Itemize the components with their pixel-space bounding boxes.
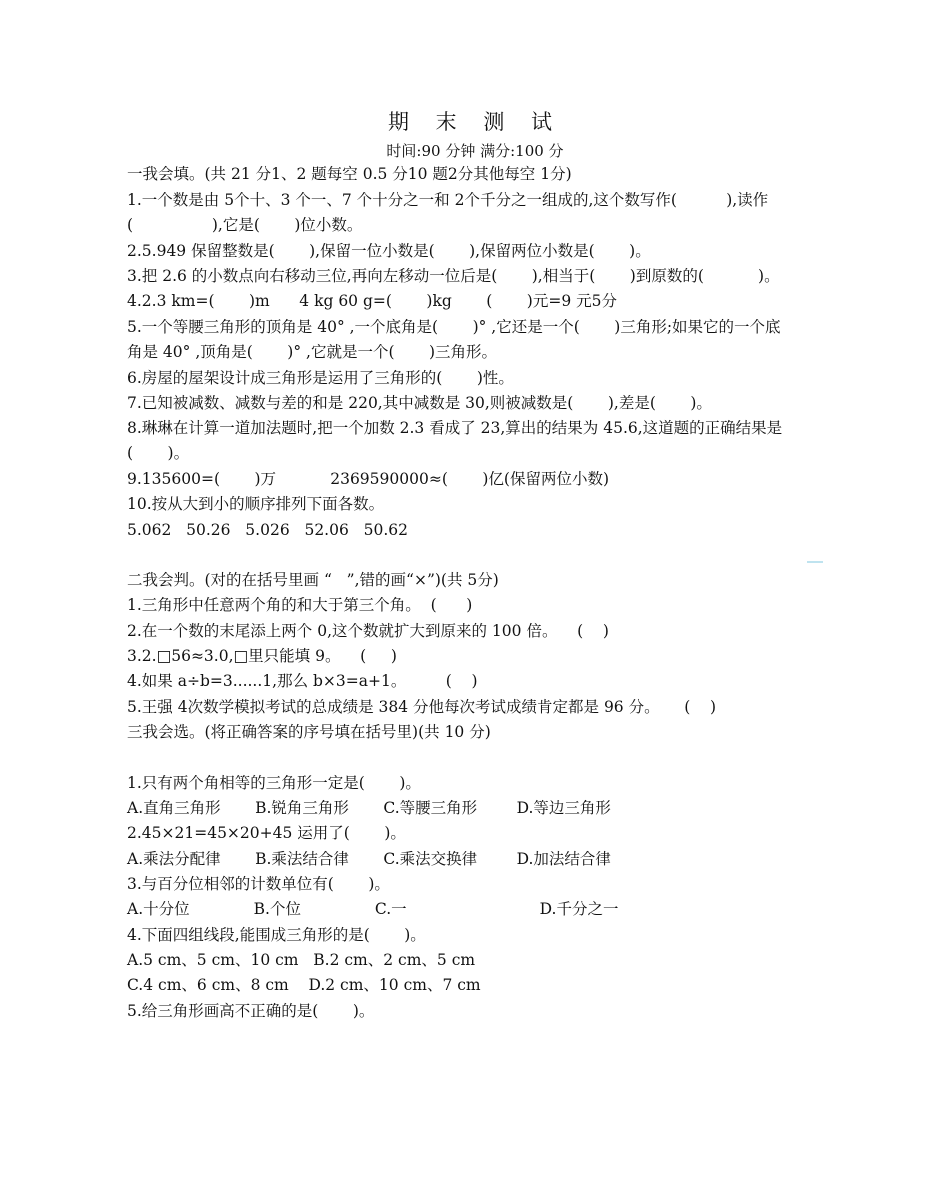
question-1-10: 10.按从大到小的顺序排列下面各数。 <box>127 495 385 513</box>
question-2-2: 2.在一个数的末尾添上两个 0,这个数就扩大到原来的 100 倍。 ( ) <box>127 622 609 640</box>
question-2-3: 3.2.□56≈3.0,□里只能填 9。 ( ) <box>127 647 397 665</box>
question-1-5-line-a: 5.一个等腰三角形的顶角是 40° ,一个底角是( )° ,它还是一个( )三角形;如果它的一个底 <box>127 318 781 336</box>
question-3-4-options-ab: A.5 cm、5 cm、10 cm B.2 cm、2 cm、5 cm <box>127 951 476 969</box>
question-3-4: 4.下面四组线段,能围成三角形的是( )。 <box>127 926 426 944</box>
question-3-2: 2.45×21=45×20+45 运用了( )。 <box>127 824 406 842</box>
exam-time-score: 时间:90 分钟 满分:100 分 <box>386 142 564 160</box>
question-1-4: 4.2.3 km=( )m 4 kg 60 g=( )kg ( )元=9 元5分 <box>127 292 617 310</box>
section3-heading: 三我会选。(将正确答案的序号填在括号里)(共 10 分) <box>127 723 491 741</box>
section2-heading: 二我会判。(对的在括号里画 “ ”,错的画“×”)(共 5分) <box>127 571 499 589</box>
question-1-1-line-a: 1.一个数是由 5个十、3 个一、7 个十分之一和 2个千分之一组成的,这个数写作( ),读作 <box>127 191 769 209</box>
question-2-4: 4.如果 a÷b=3......1,那么 b×3=a+1。 ( ) <box>127 672 478 690</box>
question-3-1-options: A.直角三角形 B.锐角三角形 C.等腰三角形 D.等边三角形 <box>127 799 611 817</box>
question-1-9: 9.135600=( )万 2369590000≈( )亿(保留两位小数) <box>127 470 610 488</box>
question-1-7: 7.已知被减数、减数与差的和是 220,其中减数是 30,则被减数是( ),差是( )。 <box>127 394 712 412</box>
question-1-8-line-b: ( )。 <box>127 444 190 462</box>
question-3-3-options: A.十分位 B.个位 C.一 D.千分之一 <box>127 900 619 918</box>
question-3-4-options-cd: C.4 cm、6 cm、8 cm D.2 cm、10 cm、7 cm <box>127 976 481 994</box>
question-3-1: 1.只有两个角相等的三角形一定是( )。 <box>127 774 421 792</box>
question-1-1-line-b: ( ),它是( )位小数。 <box>127 216 363 234</box>
section1-heading: 一我会填。(共 21 分1、2 题每空 0.5 分10 题2分其他每空 1分) <box>127 165 572 183</box>
question-1-5-line-b: 角是 40° ,顶角是( )° ,它就是一个( )三角形。 <box>127 343 498 361</box>
decorative-dash <box>807 561 823 563</box>
question-1-2: 2.5.949 保留整数是( ),保留一位小数是( ),保留两位小数是( )。 <box>127 242 651 260</box>
question-2-5: 5.王强 4次数学模拟考试的总成绩是 384 分他每次考试成绩肯定都是 96 分。 ( ) <box>127 698 717 716</box>
question-3-5: 5.给三角形画高不正确的是( )。 <box>127 1002 375 1020</box>
question-1-8-line-a: 8.琳琳在计算一道加法题时,把一个加数 2.3 看成了 23,算出的结果为 45.6,这道题的正确结果是 <box>127 419 783 437</box>
question-3-3: 3.与百分位相邻的计数单位有( )。 <box>127 875 390 893</box>
question-2-1: 1.三角形中任意两个角的和大于第三个角。 ( ) <box>127 596 473 614</box>
question-1-3: 3.把 2.6 的小数点向右移动三位,再向左移动一位后是( ),相当于( )到原数的( )。 <box>127 267 780 285</box>
question-1-6: 6.房屋的屋架设计成三角形是运用了三角形的( )性。 <box>127 369 514 387</box>
question-1-10-numbers: 5.062 50.26 5.026 52.06 50.62 <box>127 521 408 539</box>
question-3-2-options: A.乘法分配律 B.乘法结合律 C.乘法交换律 D.加法结合律 <box>127 850 611 868</box>
page-title: 期 末 测 试 <box>387 110 563 134</box>
